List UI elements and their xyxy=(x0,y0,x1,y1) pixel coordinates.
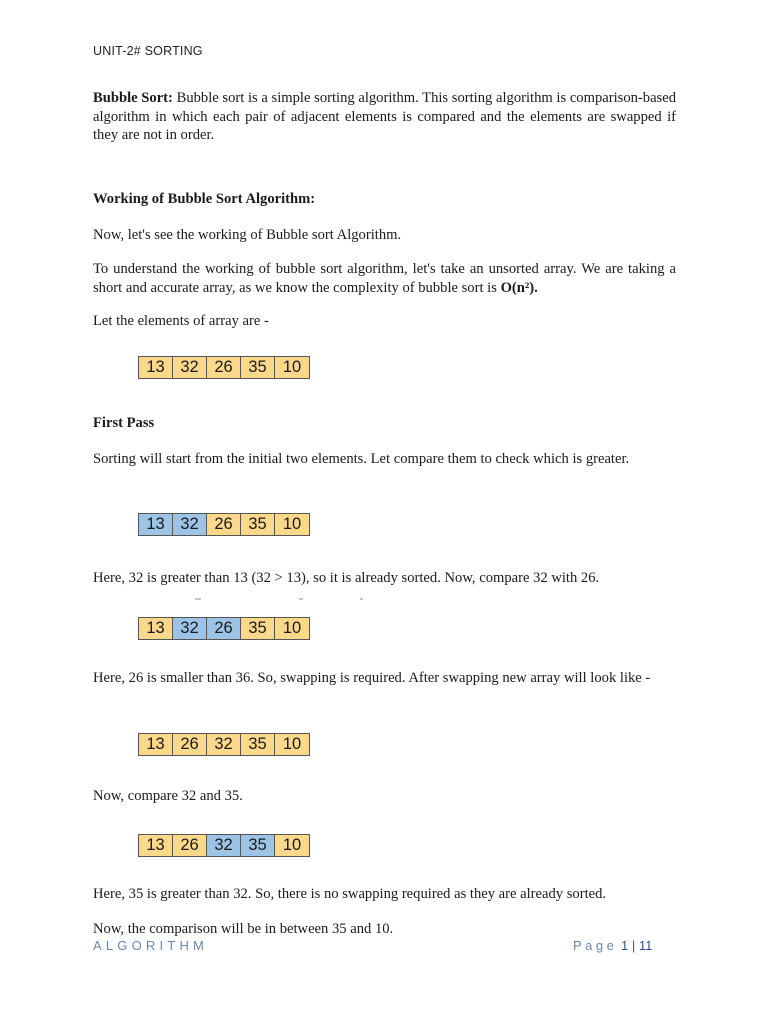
array-cell: 32 xyxy=(173,618,207,639)
array-diagram-after-swap xyxy=(138,733,310,756)
footer-total-pages: 11 xyxy=(638,938,653,953)
array-diagram-compare-32-35 xyxy=(138,834,310,857)
array-cell: 35 xyxy=(241,835,275,856)
first-pass-paragraph-4: Now, compare 32 and 35. xyxy=(93,788,243,804)
array-cell: 13 xyxy=(139,357,173,378)
working-paragraph-2 xyxy=(93,260,676,297)
array-cell: 10 xyxy=(275,357,309,378)
first-pass-paragraph-5: Here, 35 is greater than 32. So, there is no swapping required as they are already sorted. xyxy=(93,886,607,902)
array-diagram-initial xyxy=(138,356,310,379)
array-cell: 26 xyxy=(173,734,207,755)
section-heading-working: Working of Bubble Sort Algorithm: xyxy=(93,191,316,207)
working-paragraph-1: Now, let's see the working of Bubble sort Algorithm. xyxy=(93,227,402,243)
complexity-notation: O(n²). xyxy=(500,279,538,296)
array-cell: 35 xyxy=(241,618,275,639)
array-diagram-compare-13-32 xyxy=(138,513,310,536)
definition-term: Bubble Sort: xyxy=(93,90,173,106)
first-pass-paragraph-1: Sorting will start from the initial two elements. Let compare them to check which is greater. xyxy=(93,451,630,467)
array-cell: 10 xyxy=(275,514,309,535)
footer-separator: | xyxy=(631,938,636,953)
array-cell: 26 xyxy=(207,618,241,639)
first-pass-paragraph-2: Here, 32 is greater than 13 (32 > 13), so it is already sorted. Now, compare 32 with 26. xyxy=(93,570,600,586)
array-cell: 32 xyxy=(207,734,241,755)
first-pass-paragraph-6: Now, the comparison will be in between 35 and 10. xyxy=(93,921,394,937)
array-diagram-compare-32-26 xyxy=(138,617,310,640)
footer-subject: ALGORITHM xyxy=(93,938,209,953)
working-paragraph-3: Let the elements of array are - xyxy=(93,313,269,329)
array-cell: 26 xyxy=(173,835,207,856)
array-cell: 13 xyxy=(139,835,173,856)
array-cell: 35 xyxy=(241,357,275,378)
footer-page-number: 1 xyxy=(621,938,629,953)
array-cell: 26 xyxy=(207,357,241,378)
array-cell: 35 xyxy=(241,514,275,535)
array-cell: 10 xyxy=(275,734,309,755)
array-cell: 32 xyxy=(173,514,207,535)
array-cell: 35 xyxy=(241,734,275,755)
array-cell: 13 xyxy=(139,514,173,535)
section-heading-first-pass: First Pass xyxy=(93,415,155,431)
footer-page-indicator xyxy=(573,938,652,953)
array-cell: 13 xyxy=(139,734,173,755)
array-cell: 26 xyxy=(207,514,241,535)
array-cell: 13 xyxy=(139,618,173,639)
array-cell: 10 xyxy=(275,618,309,639)
array-cell: 10 xyxy=(275,835,309,856)
array-cell: 32 xyxy=(173,357,207,378)
first-pass-paragraph-3: Here, 26 is smaller than 36. So, swapping is required. After swapping new array will look like - xyxy=(93,670,651,686)
definition-text: Bubble sort is a simple sorting algorithm. This sorting algorithm is comparison-based algorithm in which each pair of adjacent elements is compared and the elements are swapped if they are not in order. xyxy=(93,90,676,143)
array-cell: 32 xyxy=(207,835,241,856)
footer-page-label: Page xyxy=(573,938,618,953)
faint-artifact-line xyxy=(195,598,365,602)
bubble-sort-definition xyxy=(93,89,676,145)
working-paragraph-2-text: To understand the working of bubble sort algorithm, let's take an unsorted array. We are taking a short and accurate array, as we know the complexity of bubble sort is xyxy=(93,261,676,296)
running-header: UNIT-2# SORTING xyxy=(93,44,203,58)
